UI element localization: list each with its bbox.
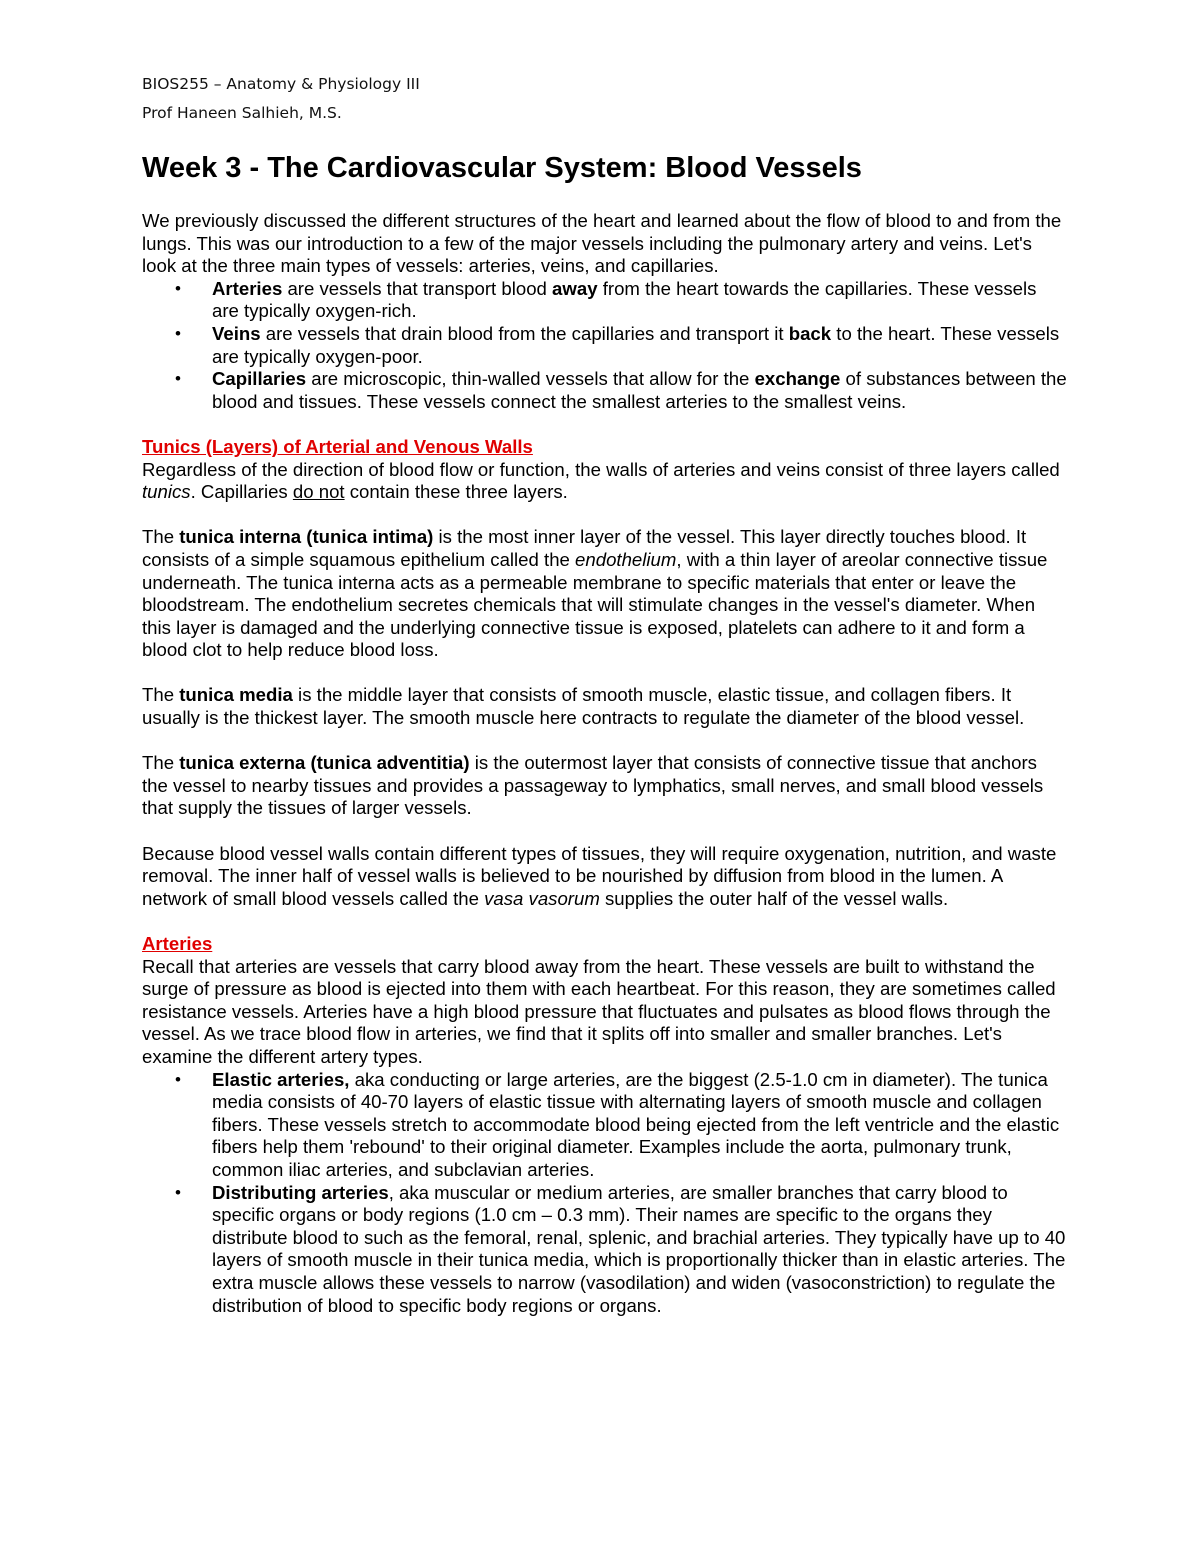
artery-types-list [142, 1069, 1067, 1318]
document-body [142, 210, 1067, 1317]
instructor-header: Prof Haneen Salhieh, M.S. [142, 104, 342, 122]
item-text: are microscopic, thin-walled vessels that allow for the [306, 368, 755, 390]
arteries-intro: Recall that arteries are vessels that carry blood away from the heart. These vessels are built to withstand the surge of pressure as blood is ejected into them with each heartbeat. For this reason, they are sometimes called resistance vessels. Arteries have a high blood pressure that fluctuates and pulsates as blood flows through the vessel. As we trace blood flow in arteries, we find that it splits off into smaller and smaller branches. Let's examine the different artery types. [142, 955, 1056, 1067]
text-run: is the middle layer that consists of smooth muscle, elastic tissue, and collagen fibers. It usually is the thickest layer. The smooth muscle here contracts to regulate the diameter of the blood vessel. [142, 684, 1025, 729]
term-veins: Veins [212, 322, 261, 344]
item-text: are vessels that transport blood [282, 277, 553, 299]
text-run: The [142, 526, 180, 548]
item-text: from the heart towards the capillaries. These vessels are typically oxygen-rich. [212, 277, 1037, 322]
term-distributing-arteries: Distributing arteries [212, 1181, 389, 1203]
text-run: Regardless of the direction of blood flow or function, the walls of arteries and veins consist of three layers called [142, 458, 1060, 480]
term-arteries: Arteries [212, 277, 283, 299]
term-endothelium: endothelium [575, 548, 677, 570]
item-text: are vessels that drain blood from the capillaries and transport it [260, 322, 789, 344]
item-text: of substances between the blood and tissues. These vessels connect the smallest arteries to the smallest veins. [212, 368, 1067, 412]
tunics-heading-text: Tunics (Layers) of Arterial and Venous Walls [142, 435, 533, 457]
bullet-icon: • [175, 1182, 181, 1202]
item-text: to the heart. These vessels are typically oxygen-poor. [212, 322, 1060, 367]
page-title: Week 3 - The Cardiovascular System: Blood Vessels [142, 152, 862, 184]
list-item-arteries [142, 278, 1067, 323]
text-run: is the outermost layer that consists of connective tissue that anchors the vessel to nearby tissues and provides a passageway to lymphatics, small nerves, and small blood vessels that supply the tissues of larger vessels. [142, 752, 1044, 819]
list-item-capillaries [142, 368, 1067, 413]
arteries-heading [142, 933, 1067, 956]
text-run: is the most inner layer of the vessel. This layer directly touches blood. It consists of a simple squamous epithelium called the [142, 526, 1027, 570]
emphasis-do-not: do not [292, 481, 345, 503]
intro-paragraph: We previously discussed the different structures of the heart and learned about the flow of blood to and from the lungs. This was our introduction to a few of the major vessels including the pulmonary artery and veins. Let's look at the three main types of vessels: arteries, veins, and capillaries. [142, 210, 1062, 277]
list-item-veins [142, 323, 1067, 368]
text-run: Because blood vessel walls contain different types of tissues, they will require oxygenation, nutrition, and waste removal. The inner half of vessel walls is believed to be nourished by diffusion from blood in the lumen. A network of small blood vessels called the [142, 842, 1057, 909]
keyword-exchange: exchange [754, 368, 841, 390]
list-item-distributing-arteries [142, 1182, 1067, 1318]
term-tunics: tunics [142, 481, 191, 503]
bullet-icon: • [175, 369, 181, 389]
term-tunica-media: tunica media [179, 684, 293, 706]
bullet-icon: • [175, 278, 181, 298]
item-text: aka conducting or large arteries, are the biggest (2.5-1.0 cm in diameter). The tunica media consists of 40-70 layers of elastic tissue with alternating layers of smooth muscle and collagen fibers. These vessels stretch to accommodate blood being ejected from the left ventricle and the elastic fibers help them 'rebound' to their original diameter. Examples include the aorta, pulmonary trunk, common iliac arteries, and subclavian arteries. [212, 1068, 1060, 1180]
text-run: supplies the outer half of the vessel walls. [599, 887, 949, 909]
term-tunica-externa: tunica externa (tunica adventitia) [179, 752, 470, 774]
tunics-intro [142, 459, 1067, 504]
keyword-back: back [788, 322, 832, 344]
tunica-externa-paragraph [142, 752, 1067, 820]
term-capillaries: Capillaries [212, 368, 307, 390]
term-vasa-vasorum: vasa vasorum [484, 887, 600, 909]
arteries-heading-text: Arteries [142, 933, 213, 954]
term-elastic-arteries: Elastic arteries, [212, 1068, 350, 1090]
tunica-media-paragraph [142, 684, 1067, 729]
list-item-elastic-arteries [142, 1069, 1067, 1182]
vessel-types-list [142, 278, 1067, 414]
keyword-away: away [552, 277, 598, 299]
vasa-vasorum-paragraph [142, 843, 1067, 911]
text-run: The [142, 752, 180, 774]
text-run: contain these three layers. [344, 481, 568, 503]
course-header: BIOS255 – Anatomy & Physiology III [142, 75, 420, 93]
tunica-interna-paragraph [142, 526, 1067, 662]
text-run: . Capillaries [190, 481, 293, 503]
term-tunica-interna: tunica interna (tunica intima) [179, 526, 434, 548]
bullet-icon: • [175, 323, 181, 343]
bullet-icon: • [175, 1069, 181, 1089]
text-run: , with a thin layer of areolar connective tissue underneath. The tunica interna acts as a permeable membrane to specific materials that enter or leave the bloodstream. The endothelium secretes chemicals that will stimulate changes in the vessel's diameter. When this layer is damaged and the underlying connective tissue is exposed, platelets can adhere to it and form a blood clot to help reduce blood loss. [142, 548, 1048, 661]
item-text: , aka muscular or medium arteries, are smaller branches that carry blood to specific organs or body regions (1.0 cm – 0.3 mm). Their names are specific to the organs they distribute blood to such as the femoral, renal, splenic, and brachial arteries. They typically have up to 40 layers of smooth muscle in their tunica media, which is proportionally thicker than in elastic arteries. The extra muscle allows these vessels to narrow (vasodilation) and widen (vasoconstriction) to regulate the distribution of blood to specific body regions or organs. [212, 1181, 1066, 1316]
tunics-heading [142, 436, 1067, 459]
text-run: The [142, 684, 180, 706]
